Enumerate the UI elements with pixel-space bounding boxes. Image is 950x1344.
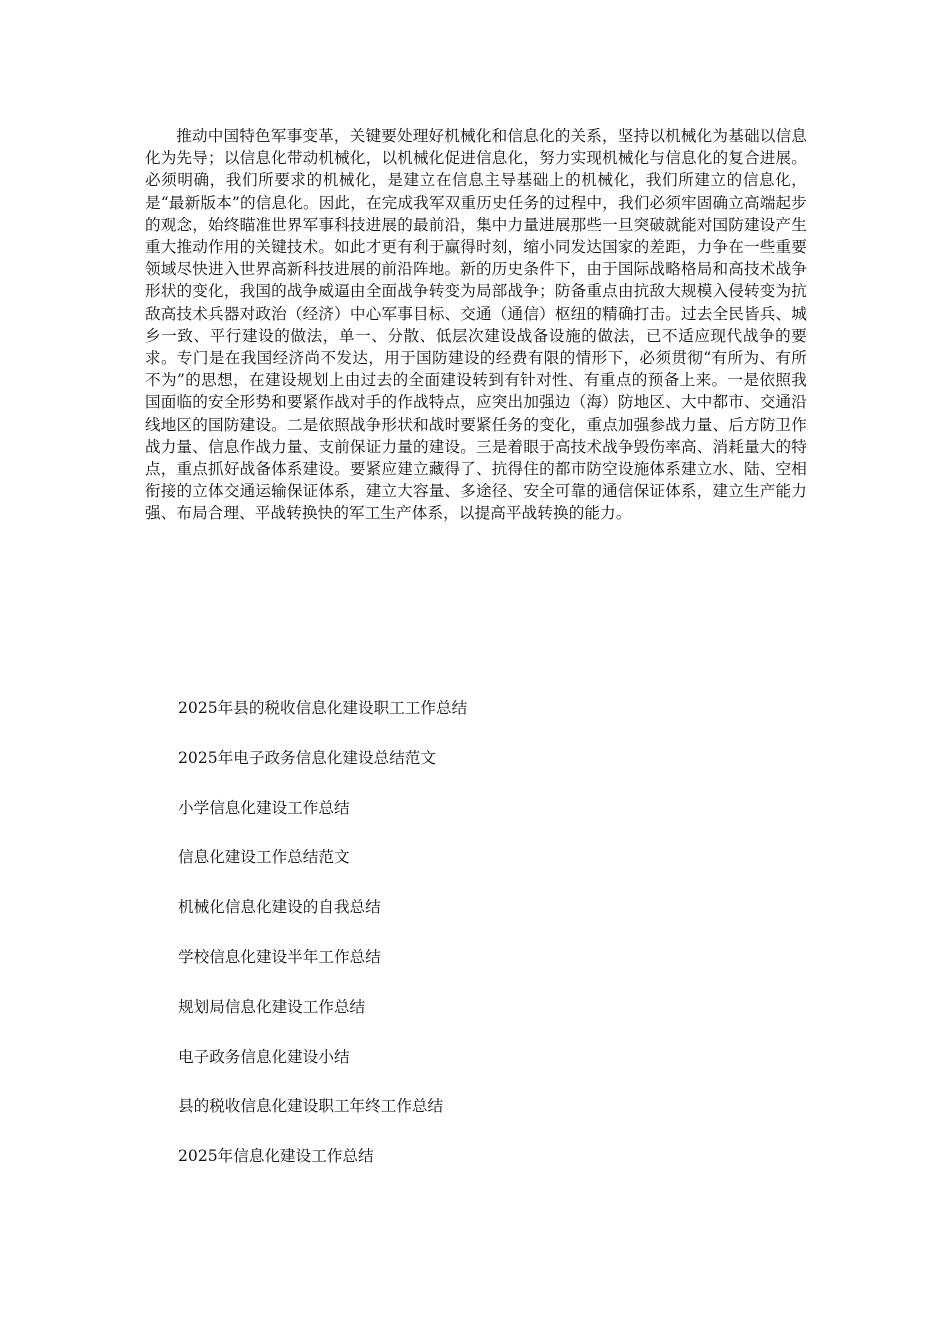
related-article-link[interactable]: 规划局信息化建设工作总结 [178, 997, 366, 1016]
related-article-link[interactable]: 信息化建设工作总结范文 [178, 848, 350, 867]
related-article-link[interactable]: 电子政务信息化建设小结 [178, 1047, 350, 1066]
body-paragraph: 推动中国特色军事变革，关键要处理好机械化和信息化的关系，坚持以机械化为基础以信息化为先导；以信息化带动机械化，以机械化促进信息化，努力实现机械化与信息化的复合进展。必须明确，我们所要求的机械化，是建立在信息主导基础上的机械化，我们所建立的信息化，是“最新版本”的信息化。因此，在完成我军双重历史任务的过程中，我们必须牢固确立高端起步的观念，始终瞄准世界军事科技进展的最前沿，集中力量进展那些一旦突破就能对国防建设产生重大推动作用的关键技术。如此才更有利于赢得时刻，缩小同发达国家的差距，力争在一些重要领域尽快进入世界高新科技进展的前沿阵地。新的历史条件下，由于国际战略格局和高技术战争形状的变化，我国的战争威逼由全面战争转变为局部战争；防备重点由抗敌大规模入侵转变为抗敌高技术兵器对政治（经济）中心军事目标、交通（通信）枢纽的精确打击。过去全民皆兵、城乡一致、平行建设的做法，单一、分散、低层次建设战备设施的做法，已不适应现代战争的要求。专门是在我国经济尚不发达，用于国防建设的经费有限的情形下，必须贯彻“有所为、有所不为”的思想，在建设规划上由过去的全面建设转到有针对性、有重点的预备上来。一是依照我国面临的安全形势和要紧作战对手的作战特点，应突出加强边（海）防地区、大中都市、交通沿线地区的国防建设。二是依照战争形状和战时要紧任务的变化，重点加强参战力量、后方防卫作战力量、信息作战力量、支前保证力量的建设。三是着眼于高技术战争毁伤率高、消耗量大的特点，重点抓好战备体系建设。要紧应建立藏得了、抗得住的都市防空设施体系建立水、陆、空相衔接的立体交通运输保证体系，建立大容量、多途径、安全可靠的通信保证体系，建立生产能力强、布局合理、平战转换快的军工生产体系，以提高平战转换的能力。 [145, 127, 807, 523]
related-article-link[interactable]: 小学信息化建设工作总结 [178, 798, 350, 817]
related-articles-list [178, 697, 467, 1195]
related-article-link[interactable]: 2025年电子政务信息化建设总结范文 [178, 748, 436, 767]
related-article-link[interactable]: 机械化信息化建设的自我总结 [178, 898, 381, 917]
related-article-link[interactable]: 县的税收信息化建设职工年终工作总结 [178, 1097, 444, 1116]
related-article-link[interactable]: 学校信息化建设半年工作总结 [178, 947, 381, 966]
related-article-link[interactable]: 2025年县的税收信息化建设职工工作总结 [178, 699, 468, 717]
related-article-link[interactable]: 2025年信息化建设工作总结 [178, 1147, 374, 1166]
